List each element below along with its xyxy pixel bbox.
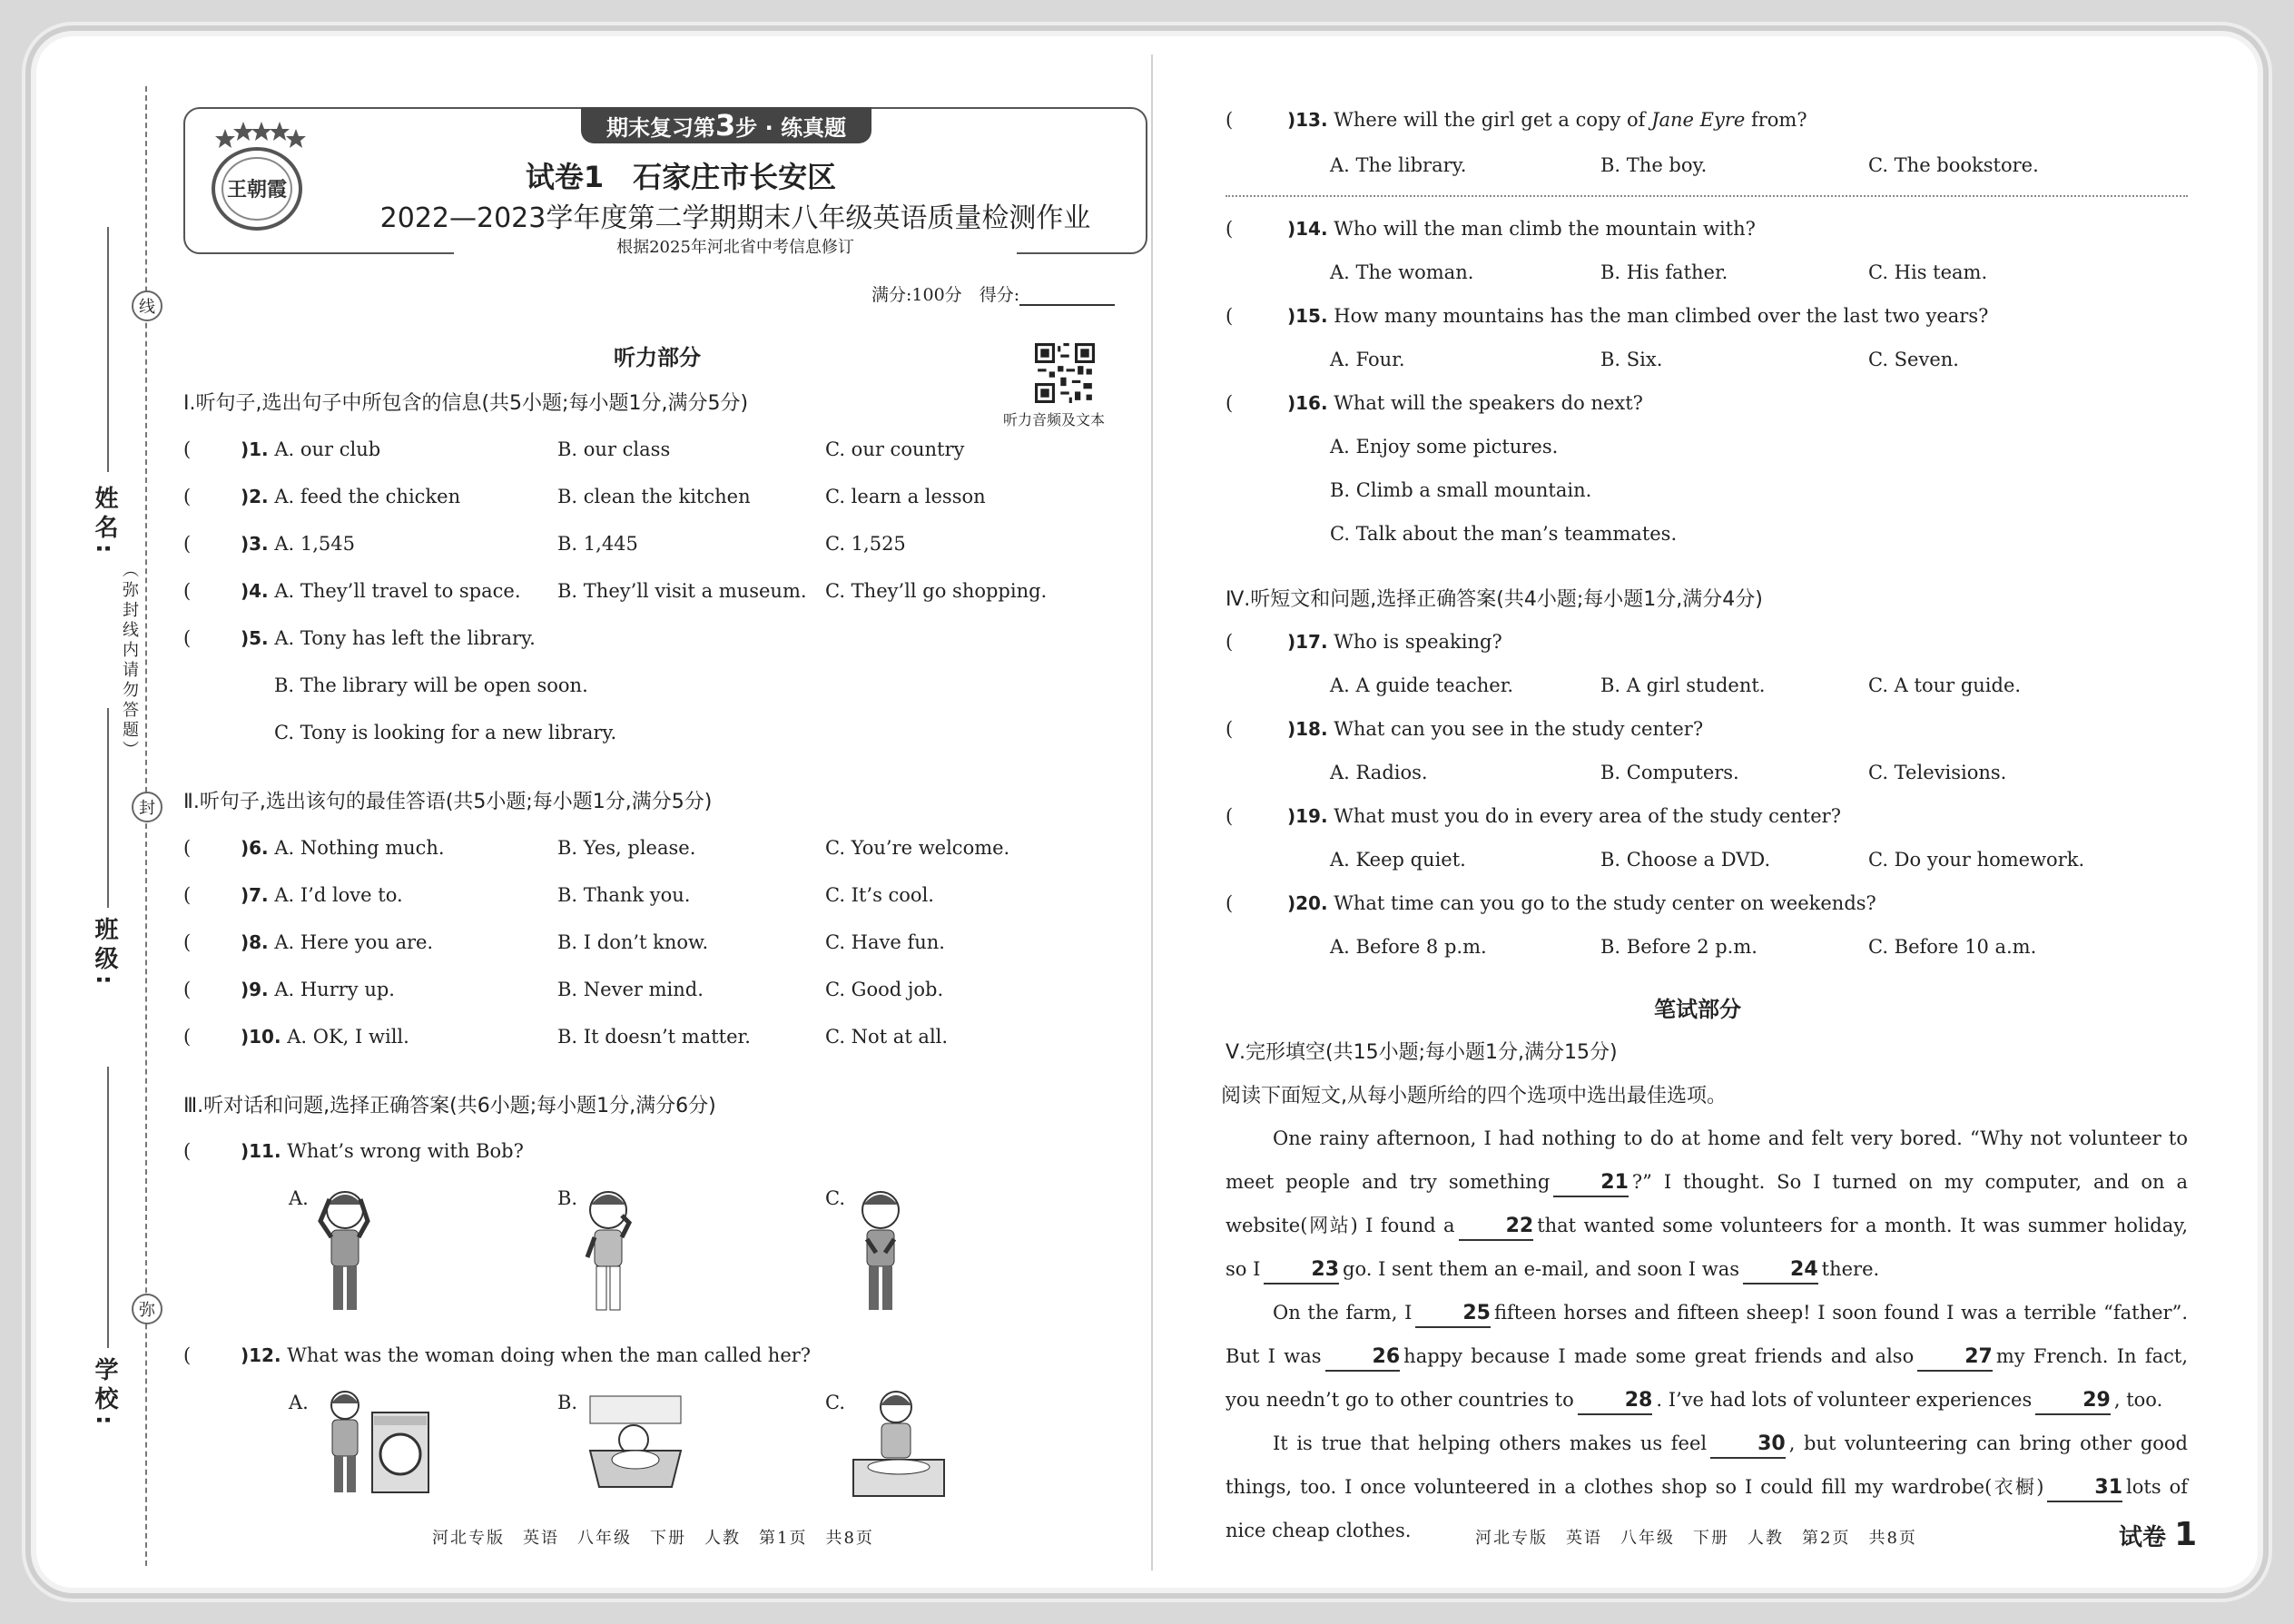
- question-17: )17. Who is speaking?: [1287, 631, 1502, 653]
- cloze-paragraph-1: One rainy afternoon, I had nothing to do at home and felt very bored. “Why not volunteer to meet people and try something 21 ?” I thought. So I turned on my computer, and on a website(网站) I found a 22 that wanted some volunteers for a month. It was summer holiday, so I 23 go. I sent them an e-mail, and soon I was 24 there.: [1226, 1117, 2188, 1291]
- answer-paren[interactable]: (: [183, 627, 192, 649]
- section-1-heading: Ⅰ.听句子,选出句子中所包含的信息(共5小题;每小题1分,满分5分): [183, 392, 749, 415]
- question-20: )20. What time can you go to the study center on weekends?: [1287, 892, 1876, 914]
- answer-paren[interactable]: (: [183, 486, 192, 507]
- answer-paren[interactable]: (: [183, 837, 192, 859]
- q10-option-c[interactable]: C. Not at all.: [825, 1026, 949, 1048]
- q2-option-c[interactable]: C. learn a lesson: [825, 486, 986, 507]
- q6-option-b[interactable]: B. Yes, please.: [557, 837, 696, 859]
- answer-paren[interactable]: (: [1226, 805, 1234, 827]
- q3-option-b[interactable]: B. 1,445: [557, 533, 638, 555]
- question-3: )3. A. 1,545: [241, 533, 355, 555]
- question-16: )16. What will the speakers do next?: [1287, 392, 1643, 414]
- section-2-heading: Ⅱ.听句子,选出该句的最佳答语(共5小题;每小题1分,满分5分): [183, 791, 713, 813]
- dotted-divider: [1226, 195, 2188, 197]
- question-7: )7. A. I’d love to.: [241, 884, 403, 906]
- q19-option-c[interactable]: C. Do your homework.: [1868, 849, 2085, 871]
- answer-paren[interactable]: (: [183, 979, 192, 1000]
- review-step-banner: 期末复习第3步 · 练真题: [581, 107, 871, 143]
- cloze-paragraph-3: It is true that helping others makes us feel 30 , but volunteering can bring other good things, too. I once volunteered in a clothes shop so I could fill my wardrobe(衣橱) 31 lots of nice cheap clothes.: [1226, 1432, 2189, 1541]
- q8-option-b[interactable]: B. I don’t know.: [557, 931, 709, 953]
- section-4-heading: Ⅳ.听短文和问题,选择正确答案(共4小题;每小题1分,满分4分): [1226, 588, 1763, 611]
- q18-option-c[interactable]: C. Televisions.: [1868, 762, 2007, 783]
- question-15: )15. How many mountains has the man climbed over the last two years?: [1287, 305, 1989, 327]
- blank-22[interactable]: 22: [1459, 1214, 1534, 1241]
- answer-paren[interactable]: (: [183, 533, 192, 555]
- q13-option-b[interactable]: B. The boy.: [1600, 154, 1708, 176]
- paper-number-tag: 试卷 1: [2119, 1516, 2198, 1553]
- q17-option-c[interactable]: C. A tour guide.: [1868, 674, 2022, 696]
- q7-option-b[interactable]: B. Thank you.: [557, 884, 691, 906]
- q5-option-c[interactable]: C. Tony is looking for a new library.: [274, 722, 617, 743]
- q15-option-c[interactable]: C. Seven.: [1868, 349, 1959, 370]
- question-8: )8. A. Here you are.: [241, 931, 434, 953]
- blank-25[interactable]: 25: [1415, 1301, 1491, 1328]
- blank-24[interactable]: 24: [1743, 1257, 1818, 1284]
- blank-29[interactable]: 29: [2035, 1388, 2111, 1415]
- question-1: )1. A. our club: [241, 438, 381, 460]
- badge-logo-icon: [207, 118, 307, 236]
- revision-note: 根据2025年河北省中考信息修订: [454, 234, 1017, 258]
- name-label: 姓名:: [91, 486, 118, 559]
- q13-option-a[interactable]: A. The library.: [1330, 154, 1467, 176]
- blank-31[interactable]: 31: [2047, 1475, 2122, 1502]
- qr-code-icon[interactable]: [1035, 343, 1095, 403]
- blank-23[interactable]: 23: [1264, 1257, 1339, 1284]
- q16-option-b[interactable]: B. Climb a small mountain.: [1330, 479, 1592, 501]
- answer-paren[interactable]: (: [183, 1026, 192, 1048]
- secret-tag: 弥: [132, 1294, 162, 1324]
- score-line: 满分:100分 得分:: [871, 281, 1115, 306]
- q9-option-c[interactable]: C. Good job.: [825, 979, 944, 1000]
- cloze-instruction: 阅读下面短文,从每小题所给的四个选项中选出最佳选项。: [1221, 1085, 1727, 1107]
- q19-option-b[interactable]: B. Choose a DVD.: [1600, 849, 1771, 871]
- answer-paren[interactable]: (: [183, 580, 192, 602]
- q17-option-b[interactable]: B. A girl student.: [1600, 674, 1766, 696]
- question-6: )6. A. Nothing much.: [241, 837, 445, 859]
- q6-option-c[interactable]: C. You’re welcome.: [825, 837, 1010, 859]
- blank-26[interactable]: 26: [1325, 1344, 1401, 1372]
- boy-stomachache-picture: [849, 1185, 912, 1316]
- q2-option-b[interactable]: B. clean the kitchen: [557, 486, 751, 507]
- section-3-heading: Ⅲ.听对话和问题,选择正确答案(共6小题;每小题1分,满分6分): [183, 1095, 716, 1117]
- q4-option-c[interactable]: C. They’ll go shopping.: [825, 580, 1048, 602]
- q4-option-b[interactable]: B. They’ll visit a museum.: [557, 580, 807, 602]
- blank-27[interactable]: 27: [1917, 1344, 1993, 1372]
- answer-paren[interactable]: (: [183, 884, 192, 906]
- q14-option-a[interactable]: A. The woman.: [1330, 261, 1474, 283]
- question-4: )4. A. They’ll travel to space.: [241, 580, 521, 602]
- q20-option-a[interactable]: A. Before 8 p.m.: [1330, 936, 1487, 958]
- q12-option-c[interactable]: C.: [825, 1392, 845, 1413]
- q1-option-c[interactable]: C. our country: [825, 438, 965, 460]
- question-14: )14. Who will the man climb the mountain with?: [1287, 218, 1756, 240]
- blank-30[interactable]: 30: [1710, 1432, 1786, 1459]
- qr-caption: 听力音频及文本: [1003, 411, 1106, 428]
- answer-paren[interactable]: (: [1226, 109, 1234, 131]
- footer-right: 河北专版 英语 八年级 下册 人教 第2页 共8页: [1475, 1529, 1917, 1548]
- q16-option-c[interactable]: C. Talk about the man’s teammates.: [1330, 523, 1678, 545]
- class-label: 班级:: [91, 917, 118, 990]
- school-field[interactable]: [107, 1067, 109, 1348]
- question-5: )5. A. Tony has left the library.: [241, 627, 536, 649]
- q18-option-a[interactable]: A. Radios.: [1330, 762, 1428, 783]
- name-field[interactable]: [107, 227, 109, 472]
- paper-title: 试卷1 石家庄市长安区: [525, 160, 837, 194]
- q9-option-b[interactable]: B. Never mind.: [557, 979, 704, 1000]
- q13-option-c[interactable]: C. The bookstore.: [1868, 154, 2039, 176]
- woman-washing-dishes-picture: [849, 1387, 949, 1501]
- woman-bathing-baby-picture: [581, 1387, 690, 1496]
- q8-option-c[interactable]: C. Have fun.: [825, 931, 945, 953]
- class-field[interactable]: [107, 708, 109, 908]
- q11-option-a[interactable]: A.: [289, 1187, 309, 1209]
- svg-text:王朝霞: 王朝霞: [226, 178, 288, 202]
- seal-tag: 封: [132, 792, 162, 822]
- q12-option-b[interactable]: B.: [557, 1392, 578, 1413]
- listening-title: 听力部分: [614, 345, 701, 370]
- answer-paren[interactable]: (: [183, 931, 192, 953]
- q16-option-a[interactable]: A. Enjoy some pictures.: [1330, 436, 1559, 458]
- q12-option-a[interactable]: A.: [289, 1392, 309, 1413]
- q1-option-b[interactable]: B. our class: [557, 438, 671, 460]
- q20-option-b[interactable]: B. Before 2 p.m.: [1600, 936, 1757, 958]
- question-19: )19. What must you do in every area of the study center?: [1287, 805, 1841, 827]
- answer-paren[interactable]: (: [1226, 305, 1234, 327]
- cloze-paragraph-2: On the farm, I 25 fifteen horses and fifteen sheep! I soon found I was a terrible “father”. But I was 26 happy because I made some great friends and also 27 my French. In fact, you needn’t go to other countries to 28 . I’ve had lots of volunteer experiences 29 , too.: [1226, 1291, 2188, 1422]
- answer-paren[interactable]: (: [183, 438, 192, 460]
- answer-paren[interactable]: (: [1226, 631, 1234, 653]
- answer-paren[interactable]: (: [1226, 892, 1234, 914]
- question-9: )9. A. Hurry up.: [241, 979, 395, 1000]
- answer-paren[interactable]: (: [1226, 392, 1234, 414]
- score-blank[interactable]: [1019, 286, 1115, 306]
- footer-left: 河北专版 英语 八年级 下册 人教 第1页 共8页: [432, 1529, 874, 1548]
- woman-washing-clothes-picture: [318, 1387, 436, 1496]
- q11-option-b[interactable]: B.: [557, 1187, 578, 1209]
- question-10: )10. A. OK, I will.: [241, 1026, 409, 1048]
- seal-note: （弥封线内请勿答题）: [120, 561, 139, 761]
- q7-option-c[interactable]: C. It’s cool.: [825, 884, 934, 906]
- answer-paren[interactable]: (: [183, 1140, 192, 1162]
- answer-paren[interactable]: (: [183, 1344, 192, 1366]
- school-label: 学校:: [91, 1357, 118, 1431]
- q14-option-c[interactable]: C. His team.: [1868, 261, 1988, 283]
- blank-21[interactable]: 21: [1553, 1170, 1629, 1197]
- paper-subtitle: 2022—2023学年度第二学期期末八年级英语质量检测作业: [379, 202, 1091, 234]
- q11-option-c[interactable]: C.: [825, 1187, 845, 1209]
- q15-option-a[interactable]: A. Four.: [1330, 349, 1405, 370]
- question-13: )13. Where will the girl get a copy of Jane Eyre from?: [1287, 109, 1807, 131]
- page-fold: [1151, 54, 1153, 1570]
- question-11: )11. What’s wrong with Bob?: [241, 1140, 524, 1162]
- q20-option-c[interactable]: C. Before 10 a.m.: [1868, 936, 2037, 958]
- section-5-heading: Ⅴ.完形填空(共15小题;每小题1分,满分15分): [1226, 1041, 1618, 1064]
- q17-option-a[interactable]: A. A guide teacher.: [1330, 674, 1514, 696]
- q5-option-b[interactable]: B. The library will be open soon.: [274, 674, 588, 696]
- question-12: )12. What was the woman doing when the man called her?: [241, 1344, 812, 1366]
- boy-headache-picture: [313, 1185, 377, 1316]
- q10-option-b[interactable]: B. It doesn’t matter.: [557, 1026, 751, 1048]
- q19-option-a[interactable]: A. Keep quiet.: [1330, 849, 1466, 871]
- q14-option-b[interactable]: B. His father.: [1600, 261, 1728, 283]
- answer-paren[interactable]: (: [1226, 218, 1234, 240]
- answer-paren[interactable]: (: [1226, 718, 1234, 740]
- writing-title: 笔试部分: [1654, 997, 1741, 1022]
- blank-28[interactable]: 28: [1578, 1388, 1653, 1415]
- q18-option-b[interactable]: B. Computers.: [1600, 762, 1739, 783]
- line-tag: 线: [132, 290, 162, 321]
- question-18: )18. What can you see in the study center?: [1287, 718, 1704, 740]
- q3-option-c[interactable]: C. 1,525: [825, 533, 906, 555]
- q15-option-b[interactable]: B. Six.: [1600, 349, 1663, 370]
- boy-toothache-picture: [576, 1185, 640, 1316]
- question-2: )2. A. feed the chicken: [241, 486, 461, 507]
